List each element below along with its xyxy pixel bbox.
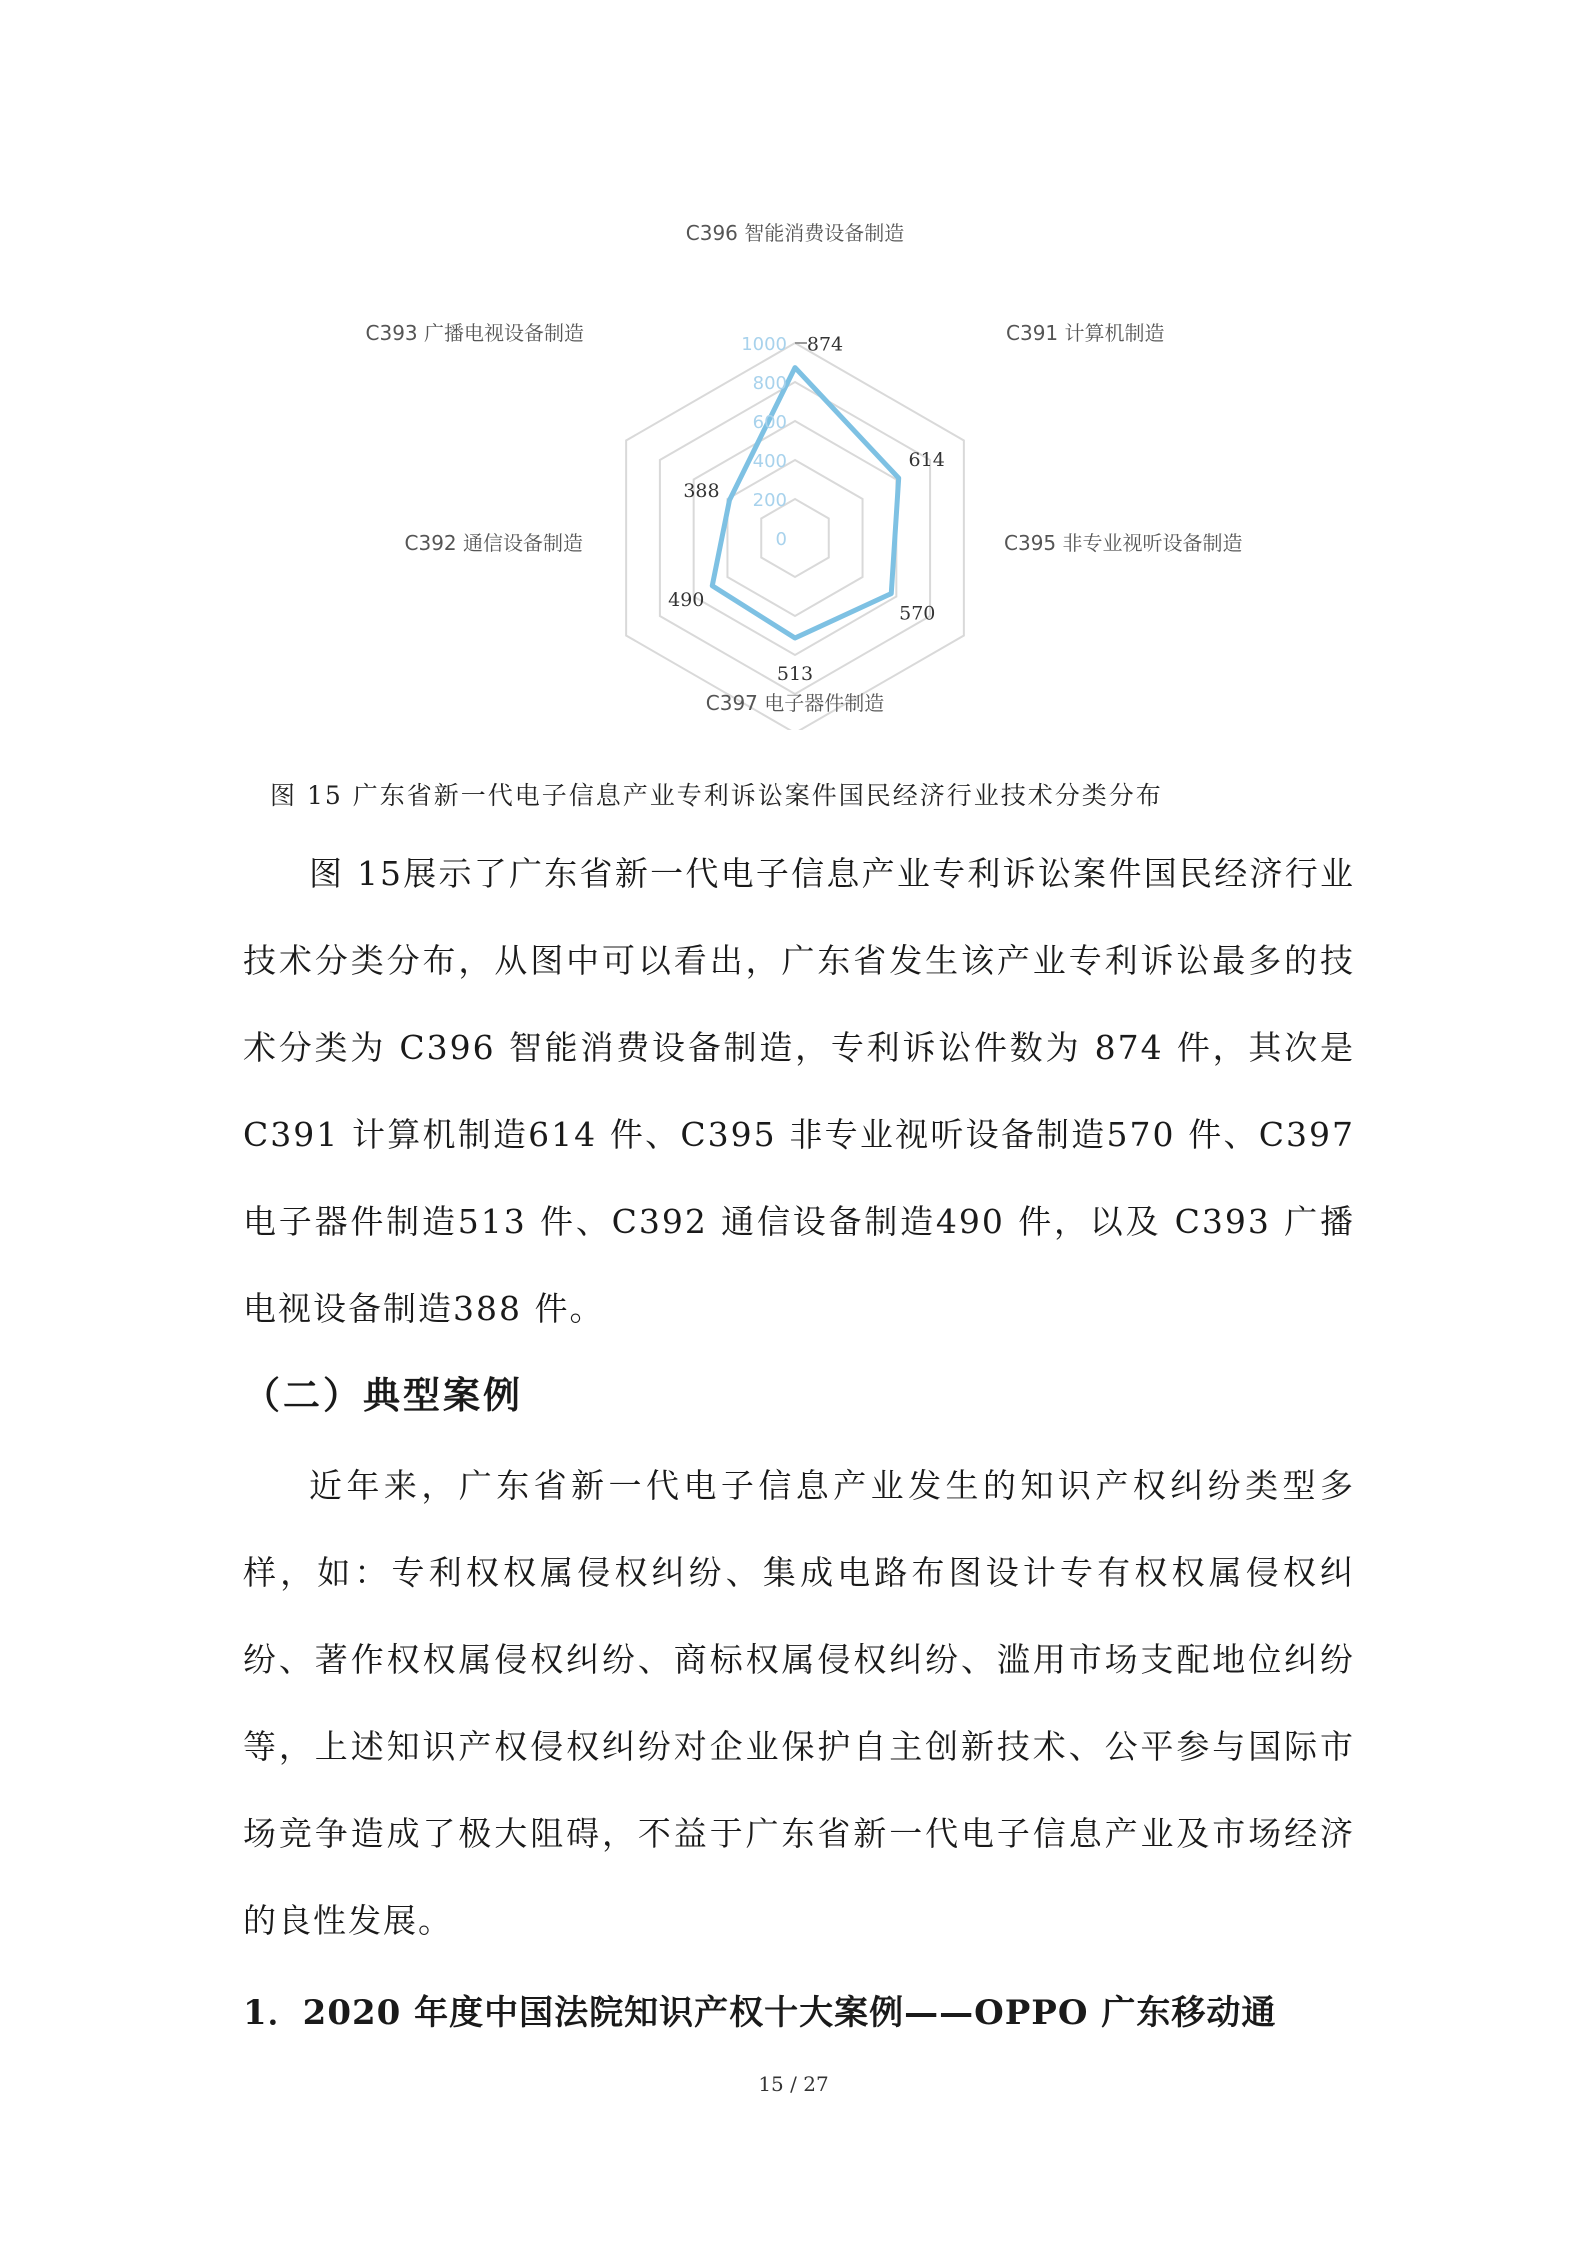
value-label: 570 (899, 602, 936, 625)
category-label: C393 广播电视设备制造 (365, 321, 584, 345)
value-label: 388 (683, 480, 720, 503)
radar-series (712, 368, 898, 638)
tick-label: 1000 (741, 334, 787, 355)
category-label: C397 电子器件制造 (705, 691, 885, 715)
body-paragraph-1 (243, 830, 1355, 1352)
tick-label: 800 (752, 373, 787, 394)
grid-ring-400 (727, 460, 862, 616)
value-label: 490 (668, 588, 705, 611)
category-label: C391 计算机制造 (1006, 321, 1165, 345)
radar-chart (300, 210, 1300, 730)
figure-caption: 图 15 广东省新一代电子信息产业专利诉讼案件国民经济行业技术分类分布 (270, 781, 1163, 810)
category-label: C392 通信设备制造 (404, 531, 583, 555)
paragraph-text: 近年来，广东省新一代电子信息产业发生的知识产权纠纷类型多样，如：专利权权属侵权纠纷、集成电路布图设计专有权权属侵权纠纷、著作权权属侵权纠纷、商标权属侵权纠纷、滥用市场支配地位纠纷等，上述知识产权侵权纠纷对企业保护自主创新技术、公平参与国际市场竞争造成了极大阻碍，不益于广东省新一代电子信息产业及市场经济的良性发展。 (243, 1466, 1355, 1940)
section-heading: （二）典型案例 (243, 1373, 523, 1417)
body-paragraph-2 (243, 1442, 1355, 1964)
tick-label: 600 (752, 412, 787, 433)
value-label: 874 (806, 333, 844, 356)
series-line (712, 368, 898, 638)
tick-label: 400 (752, 451, 787, 472)
radar-category-labels (366, 221, 1243, 715)
case-subheading: 1．2020 年度中国法院知识产权十大案例——OPPO 广东移动通 (243, 1993, 1277, 2033)
value-label: 614 (908, 449, 945, 472)
value-label: 513 (776, 663, 814, 686)
grid-ring-800 (660, 382, 930, 694)
tick-label: 200 (752, 490, 787, 511)
tick-label: 0 (775, 529, 787, 550)
category-label: C395 非专业视听设备制造 (1004, 531, 1243, 555)
page-number: 15 / 27 (758, 2072, 829, 2096)
paragraph-text: 图 15展示了广东省新一代电子信息产业专利诉讼案件国民经济行业技术分类分布，从图中可以看出，广东省发生该产业专利诉讼最多的技术分类为 C396 智能消费设备制造，专利诉讼件数为 874 件，其次是 C391 计算机制造614 件、C395 非专业视听设备制造570 件、C397 电子器件制造513 件、C392 通信设备制造490 件，以及 C393 广播电视设备制造388 件。 (243, 854, 1355, 1328)
category-label: C396 智能消费设备制造 (685, 221, 905, 245)
